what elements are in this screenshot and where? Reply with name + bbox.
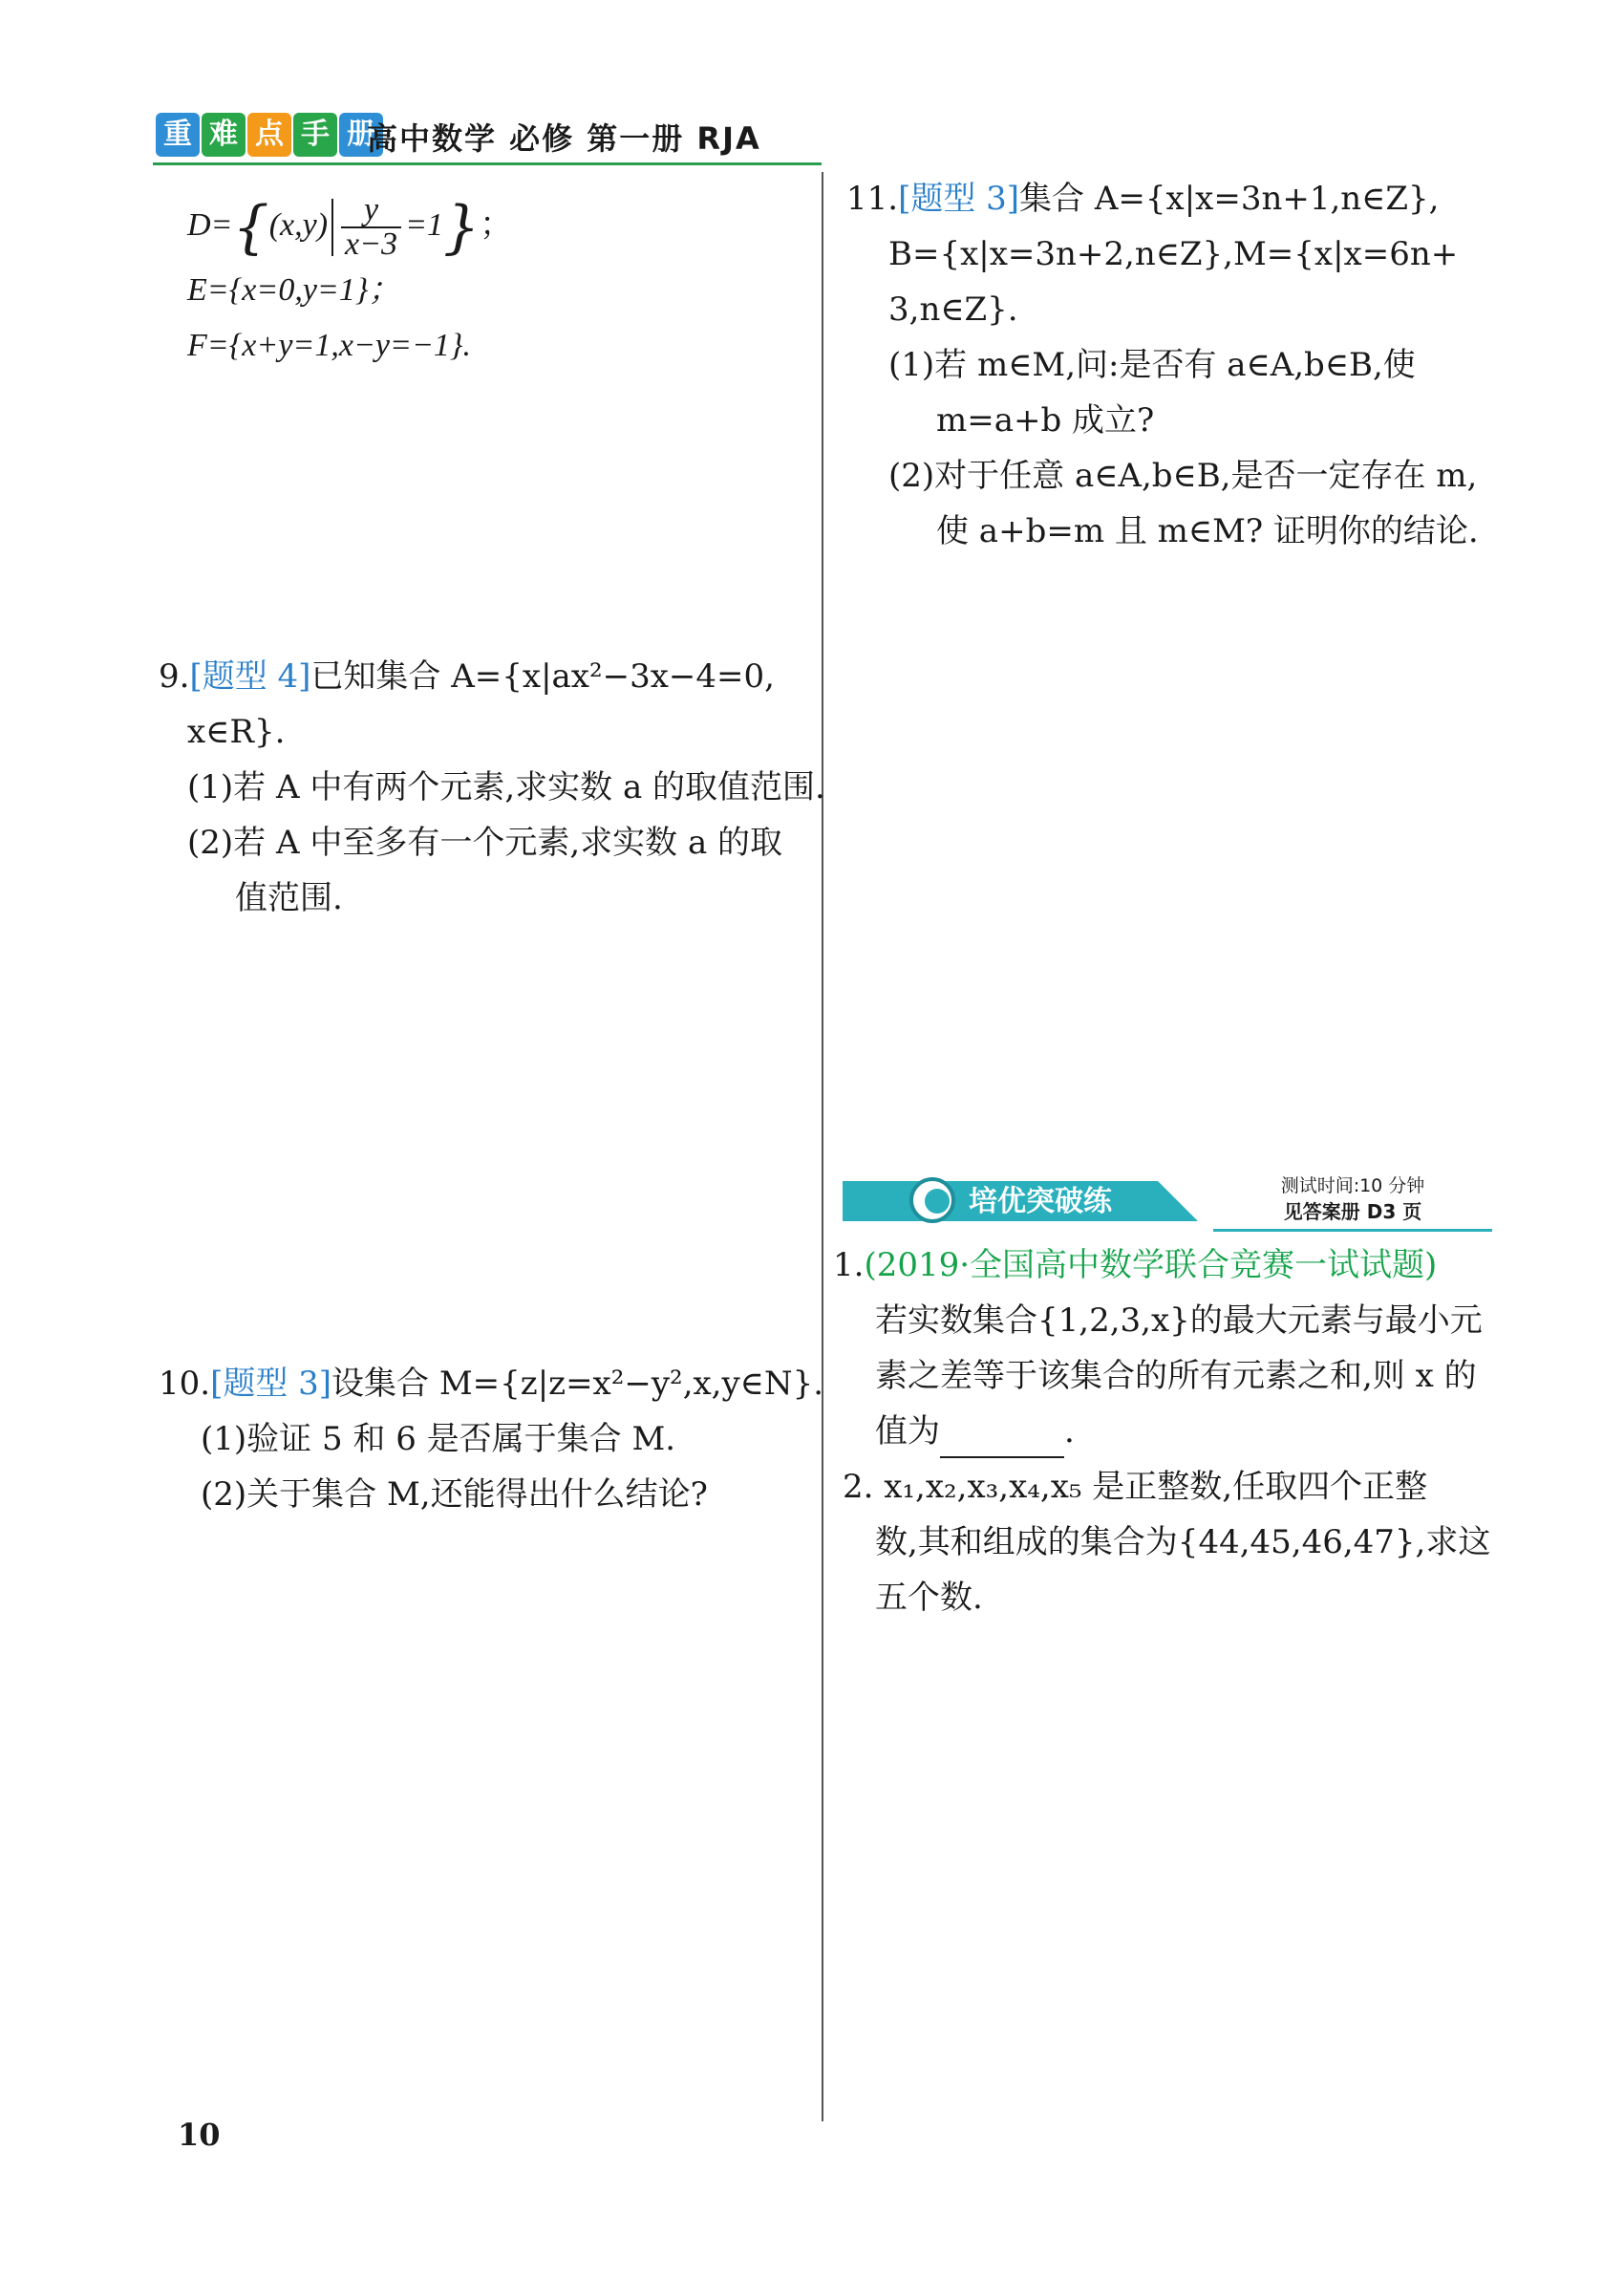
question-text: 设集合 M={z|z=x²−y²,x,y∈N}. [331, 1365, 824, 1403]
question-11-part-2: (2)对于任意 a∈A,b∈B,是否一定存在 m, [888, 457, 1478, 495]
challenge-1-text: 素之差等于该集合的所有元素之和,则 x 的 [875, 1357, 1477, 1395]
question-type-tag: [题型 4] [189, 657, 311, 696]
question-text: 集合 A={x|x=3n+1,n∈Z}, [1019, 180, 1440, 218]
section-meta [1213, 1173, 1492, 1232]
fraction-denominator: x−3 [345, 226, 398, 263]
fraction [341, 194, 401, 261]
question-9-part-2: (2)若 A 中至多有一个元素,求实数 a 的取 [187, 824, 783, 862]
page-number: 10 [178, 2117, 221, 2153]
answer-blank[interactable] [940, 1428, 1064, 1458]
set-f-definition: F={x+y=1,x−y=−1}. [187, 328, 471, 363]
header-divider [153, 162, 822, 165]
brand-char: 难 [202, 113, 246, 157]
question-11-part-1: (1)若 m∈M,问:是否有 a∈A,b∈B,使 [888, 346, 1416, 384]
question-9-stem-cont: x∈R}. [187, 713, 286, 751]
challenge-2-text: 数,其和组成的集合为{44,45,46,47},求这 [875, 1523, 1491, 1561]
section-banner [843, 1173, 1492, 1229]
answer-reference: 见答案册 D3 页 [1283, 1200, 1422, 1223]
header-title: 高中数学 必修 第一册 RJA [367, 120, 761, 157]
set-e-definition: E={x=0,y=1}； [187, 272, 401, 308]
question-10-part-1: (1)验证 5 和 6 是否属于集合 M. [201, 1420, 676, 1458]
test-time: 测试时间:10 分钟 [1280, 1175, 1425, 1196]
right-brace: } [443, 194, 481, 262]
challenge-1-text [875, 1405, 1075, 1458]
brand-char: 点 [247, 113, 291, 157]
column-divider [822, 172, 823, 2121]
question-source: (2019·全国高中数学联合竞赛一试试题) [864, 1246, 1438, 1284]
banner-notch [1158, 1181, 1198, 1221]
brand-char: 重 [156, 113, 200, 157]
set-d-prefix: D= [187, 207, 233, 243]
question-11-stem [846, 172, 1439, 226]
set-builder-bar [331, 199, 333, 256]
question-9-part-1: (1)若 A 中有两个元素,求实数 a 的取值范围. [187, 768, 825, 806]
brand-char: 手 [293, 113, 337, 157]
question-text: 已知集合 A={x|ax²−3x−4=0, [310, 657, 775, 696]
question-text-end: . [1064, 1412, 1075, 1451]
challenge-2-text: 2. x₁,x₂,x₃,x₄,x₅ 是正整数,任取四个正整 [843, 1468, 1428, 1506]
question-number: 1. [833, 1246, 865, 1284]
brand-logo [156, 113, 383, 161]
set-d-condition-tail: =1 [405, 207, 444, 243]
question-text: 值为 [875, 1412, 940, 1451]
question-number: 11. [846, 180, 899, 218]
question-9-part-2-cont: 值范围. [235, 879, 343, 917]
question-number: 10. [159, 1365, 211, 1403]
question-10-stem [159, 1357, 823, 1410]
set-d-element: (x,y) [268, 207, 329, 243]
banner-c-icon [909, 1177, 955, 1223]
challenge-2-text: 五个数. [875, 1579, 983, 1617]
question-type-tag: [题型 3] [898, 180, 1020, 218]
question-type-tag: [题型 3] [210, 1365, 332, 1403]
set-d-definition [187, 187, 512, 264]
section-title: 培优突破练 [969, 1185, 1112, 1218]
question-11-stem-cont: 3,n∈Z}. [888, 290, 1018, 329]
question-number: 9. [159, 657, 190, 696]
left-brace: { [232, 194, 269, 262]
fraction-numerator: y [341, 194, 401, 228]
challenge-1-text: 若实数集合{1,2,3,x}的最大元素与最小元 [875, 1301, 1483, 1340]
question-10-part-2: (2)关于集合 M,还能得出什么结论? [201, 1475, 708, 1514]
banner-icon-inner [925, 1189, 950, 1214]
question-11-stem-cont: B={x|x=3n+2,n∈Z},M={x|x=6n+ [888, 235, 1459, 273]
question-9-stem [159, 650, 775, 703]
set-d-end: ； [480, 207, 513, 243]
brand-char: 册 [339, 113, 383, 157]
question-11-part-2-cont: 使 a+b=m 且 m∈M? 证明你的结论. [936, 512, 1479, 550]
challenge-1-source [833, 1238, 1437, 1292]
question-11-part-1-cont: m=a+b 成立? [936, 401, 1155, 440]
